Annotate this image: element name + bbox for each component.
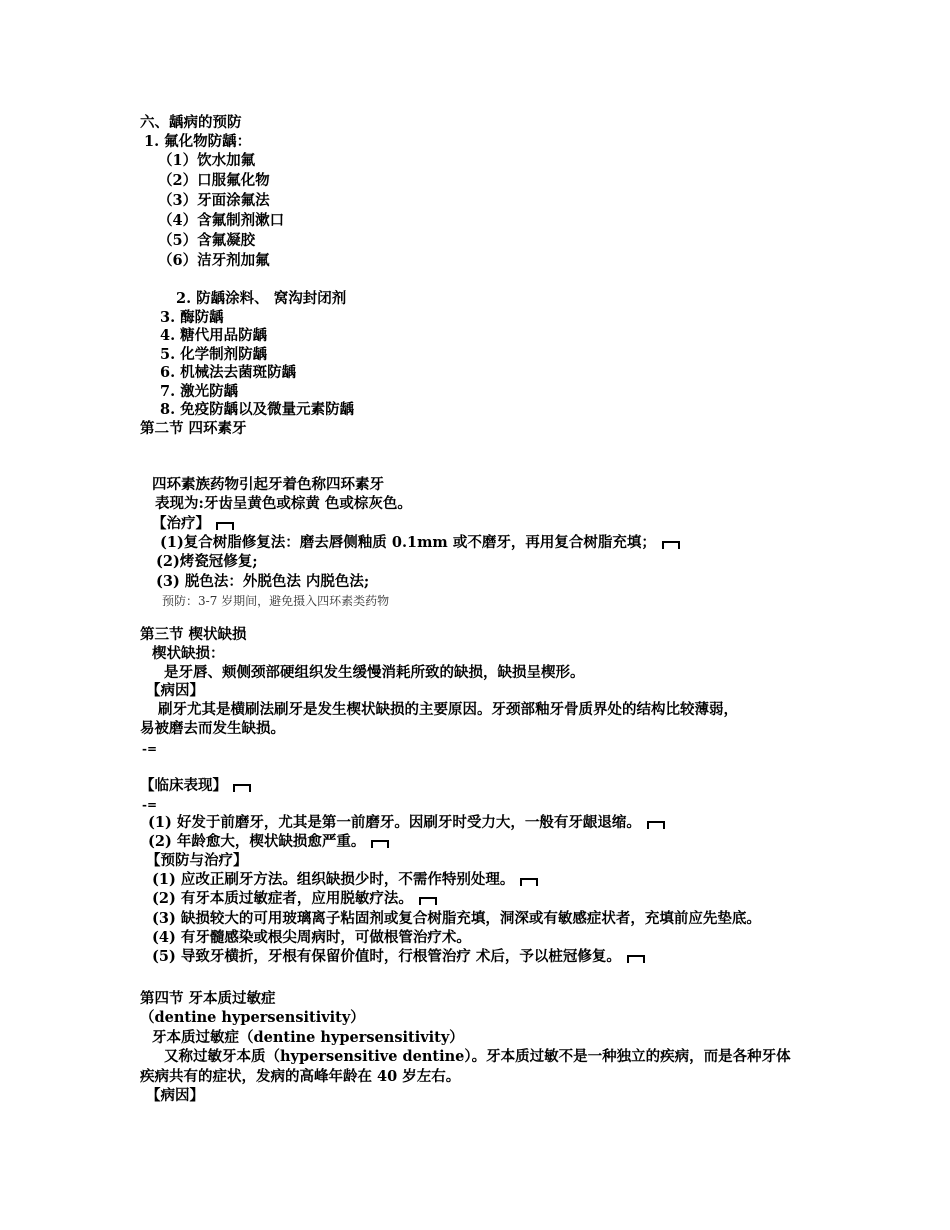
paragraph-line: （dentine hypersensitivity） xyxy=(140,1009,365,1026)
return-mark-icon xyxy=(662,541,680,549)
sub-item: （4）含氟制剂漱口 xyxy=(158,212,285,229)
return-mark-icon xyxy=(419,897,437,905)
paragraph-line: (4) 有牙髓感染或根尖周病时，可做根管治疗术。 xyxy=(152,929,471,946)
sub-item: （5）含氟凝胶 xyxy=(158,232,256,249)
paragraph-line: (5) 导致牙横折，牙根有保留价值时，行根管治疗 术后，予以桩冠修复。 xyxy=(152,948,645,966)
dash-mark: -= xyxy=(142,742,158,756)
paragraph-line: 疾病共有的症状，发病的高峰年龄在 40 岁左右。 xyxy=(140,1068,461,1085)
list-item: 3. 酶防龋 xyxy=(160,309,224,326)
section-heading: 六、龋病的预防 xyxy=(140,114,242,131)
paragraph-line: (1) 应改正刷牙方法。组织缺损少时，不需作特别处理。 xyxy=(152,871,538,889)
return-mark-icon xyxy=(371,840,389,848)
list-item: 8. 免疫防龋以及微量元素防龋 xyxy=(160,401,355,418)
subheading: 【临床表现】 xyxy=(140,777,251,795)
dash-mark: -= xyxy=(142,798,158,812)
prevention-note: 预防：3-7 岁期间，避免摄入四环素类药物 xyxy=(162,594,390,608)
paragraph-line: 是牙唇、颊侧颈部硬组织发生缓慢消耗所致的缺损，缺损呈楔形。 xyxy=(164,664,585,681)
paragraph-line: 易被磨去而发生缺损。 xyxy=(140,720,285,737)
sub-item: （3）牙面涂氟法 xyxy=(158,192,270,209)
return-mark-icon xyxy=(647,821,665,829)
subheading: 【预防与治疗】 xyxy=(146,852,248,869)
paragraph-line: (2) 有牙本质过敏症者，应用脱敏疗法。 xyxy=(152,890,437,908)
section-heading: 第四节 牙本质过敏症 xyxy=(140,990,276,1007)
section-heading: 第三节 楔状缺损 xyxy=(140,626,247,643)
list-item: 1. 氟化物防龋： xyxy=(144,133,252,150)
return-mark-icon xyxy=(520,878,538,886)
return-mark-icon xyxy=(627,955,645,963)
return-mark-icon xyxy=(216,522,234,530)
sub-item: （6）洁牙剂加氟 xyxy=(158,252,270,269)
list-item: 4. 糖代用品防龋 xyxy=(160,327,268,344)
subheading: 【病因】 xyxy=(146,682,204,699)
paragraph-line: (2) 年龄愈大，楔状缺损愈严重。 xyxy=(148,833,389,851)
paragraph-line: (2)烤瓷冠修复; xyxy=(156,553,258,570)
paragraph-line: 表现为:牙齿呈黄色或棕黄 色或棕灰色。 xyxy=(155,495,412,512)
sub-item: （2）口服氟化物 xyxy=(158,172,270,189)
list-item: 7. 激光防龋 xyxy=(160,383,239,400)
list-item: 5. 化学制剂防龋 xyxy=(160,346,268,363)
section-heading: 第二节 四环素牙 xyxy=(140,420,247,437)
paragraph-line: 四环素族药物引起牙着色称四环素牙 xyxy=(152,476,384,493)
paragraph-line: (3) 脱色法：外脱色法 内脱色法; xyxy=(156,573,370,590)
paragraph-line: 刷牙尤其是横刷法刷牙是发生楔状缺损的主要原因。牙颈部釉牙骨质界处的结构比较薄弱， xyxy=(158,701,738,718)
paragraph-line: (1)复合树脂修复法：磨去唇侧釉质 0.1mm 或不磨牙，再用复合树脂充填； xyxy=(160,534,680,552)
paragraph-line: 又称过敏牙本质（hypersensitive dentine）。牙本质过敏不是一种独立的疾病，而是各种牙体 xyxy=(164,1048,791,1065)
paragraph-line: (3) 缺损较大的可用玻璃离子粘固剂或复合树脂充填，洞深或有敏感症状者，充填前应先垫底。 xyxy=(152,910,761,927)
list-item: 2. 防龋涂料、 窝沟封闭剂 xyxy=(176,290,347,307)
paragraph-line: 楔状缺损： xyxy=(152,645,225,662)
return-mark-icon xyxy=(233,784,251,792)
paragraph-line: (1) 好发于前磨牙，尤其是第一前磨牙。因刷牙时受力大，一般有牙龈退缩。 xyxy=(148,814,665,832)
subheading: 【治疗】 xyxy=(152,515,234,533)
sub-item: （1）饮水加氟 xyxy=(158,152,256,169)
subheading: 【病因】 xyxy=(146,1087,204,1104)
paragraph-line: 牙本质过敏症（dentine hypersensitivity） xyxy=(152,1029,464,1046)
list-item: 6. 机械法去菌斑防龋 xyxy=(160,364,297,381)
